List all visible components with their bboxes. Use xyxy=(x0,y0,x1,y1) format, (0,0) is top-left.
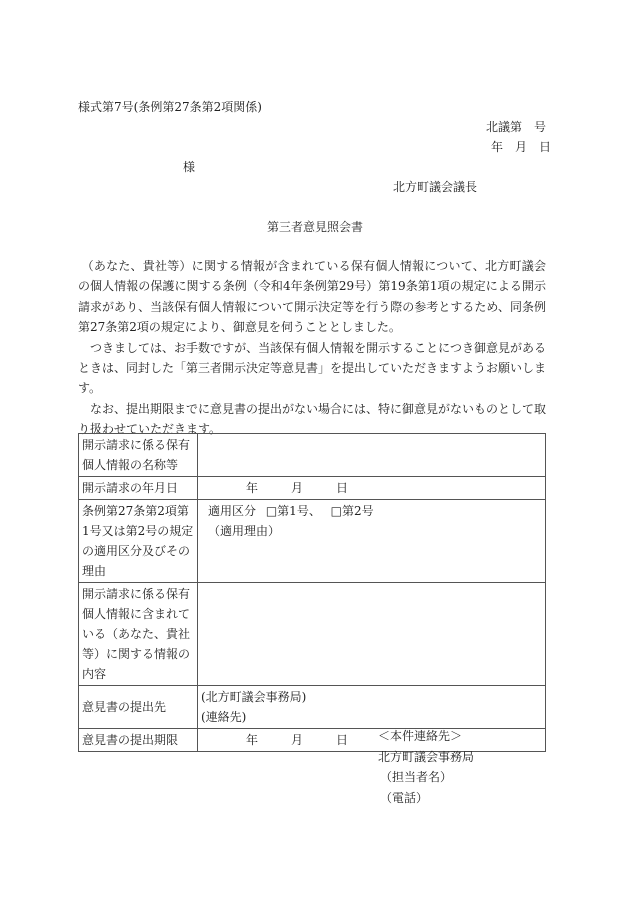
contact-heading: ＜本件連絡先＞ xyxy=(378,729,463,743)
row-label: 意見書の提出先 xyxy=(79,686,198,729)
table-row xyxy=(79,583,546,686)
table-row xyxy=(79,477,546,500)
table-row xyxy=(79,729,546,752)
table-row xyxy=(79,434,546,477)
option-item-1[interactable]: □第1号、 xyxy=(265,504,321,518)
addressee: 様 xyxy=(183,160,196,174)
row-value xyxy=(198,477,546,500)
body-paragraph-3: なお、提出期限までに意見書の提出がない場合には、特に御意見がないものとして取り扱わせていただきます。 xyxy=(78,401,547,437)
body-text xyxy=(78,256,546,440)
row-label: 意見書の提出期限 xyxy=(79,729,198,752)
submission-office: (北方町議会事務局) xyxy=(201,690,307,704)
row-value xyxy=(198,729,546,752)
form-number: 様式第7号(条例第27条第2項関係) xyxy=(78,100,262,114)
option-item-2[interactable]: □第2号 xyxy=(330,504,374,518)
document-title: 第三者意見照会書 xyxy=(266,220,363,234)
contact-block xyxy=(378,726,474,808)
document-number-block xyxy=(486,118,550,158)
reason-label: （適用理由） xyxy=(208,524,281,538)
category-label: 適用区分 xyxy=(208,504,257,518)
row-value xyxy=(198,583,546,686)
day-label: 日 xyxy=(336,481,349,495)
row-label: 開示請求に係る保有個人情報の名称等 xyxy=(79,434,198,477)
document-number: 北議第 号 xyxy=(486,120,547,134)
month-label: 月 xyxy=(291,733,304,747)
year-label: 年 xyxy=(246,481,259,495)
table-row xyxy=(79,500,546,583)
row-label: 開示請求の年月日 xyxy=(79,477,198,500)
contact-phone: （電話） xyxy=(380,790,429,805)
row-value xyxy=(198,686,546,729)
table-row xyxy=(79,686,546,729)
contact-office: 北方町議会事務局 xyxy=(378,749,475,764)
submission-contact: (連絡先) xyxy=(201,710,247,724)
body-paragraph-1: （あなた、貴社等）に関する情報が含まれている保有個人情報について、北方町議会の個人情報の保護に関する条例（令和4年条例第29号）第19条第1項の規定による開示請求があり、当該保有個人情報について開示決定等を行う際の参考とするため、同条例第27条第2項の規定により、御意見を伺うこととしました。 xyxy=(78,259,546,335)
day-label: 日 xyxy=(336,733,349,747)
row-label: 開示請求に係る保有個人情報に含まれている（あなた、貴社等）に関する情報の内容 xyxy=(79,583,198,686)
sender: 北方町議会議長 xyxy=(393,180,478,194)
body-paragraph-2: つきましては、お手数ですが、当該保有個人情報を開示することにつき御意見があるときは、同封した「第三者開示決定等意見書」を提出していただきますようお願いします。 xyxy=(78,340,547,396)
row-value xyxy=(198,434,546,477)
document-date: 年 月 日 xyxy=(491,140,552,154)
month-label: 月 xyxy=(291,481,304,495)
year-label: 年 xyxy=(246,733,259,747)
contact-person: （担当者名） xyxy=(380,770,453,784)
row-label: 条例第27条第2項第1号又は第2号の規定の適用区分及びその理由 xyxy=(79,500,198,583)
row-value xyxy=(198,500,546,583)
info-table xyxy=(78,433,546,752)
